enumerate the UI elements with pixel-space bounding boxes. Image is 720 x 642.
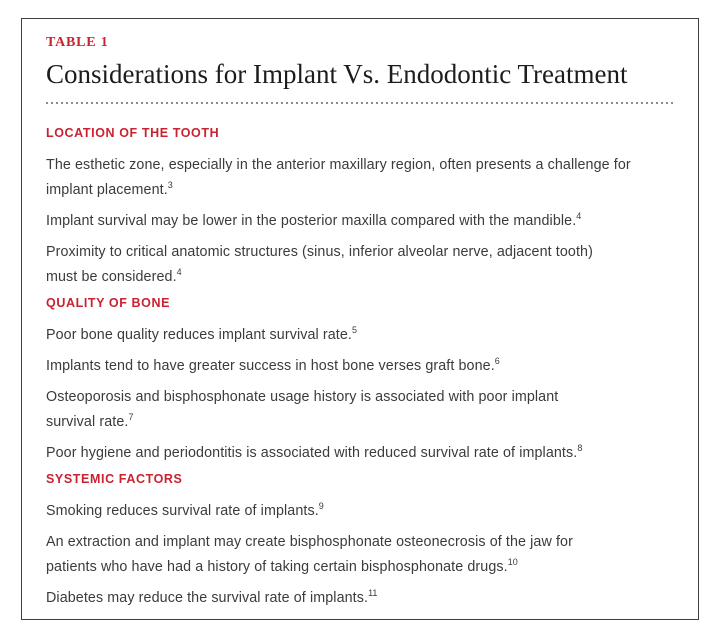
row-text: Implant survival may be lower in the posterior maxilla compared with the mandible. bbox=[46, 213, 577, 229]
table-row bbox=[46, 499, 674, 524]
table-row bbox=[46, 240, 626, 290]
table-row bbox=[46, 586, 674, 611]
table-row bbox=[46, 385, 596, 435]
table-panel bbox=[21, 18, 699, 620]
reference-superscript: 4 bbox=[176, 267, 182, 278]
dotted-divider bbox=[46, 102, 674, 104]
reference-superscript: 6 bbox=[494, 356, 500, 367]
table-row bbox=[46, 441, 674, 466]
reference-superscript: 7 bbox=[128, 412, 134, 423]
reference-superscript: 10 bbox=[507, 557, 518, 568]
table-label: TABLE 1 bbox=[46, 35, 109, 50]
table-row bbox=[46, 323, 674, 348]
row-text: Osteoporosis and bisphosphonate usage history is associated with poor implant survival rate. bbox=[46, 389, 559, 430]
section-heading-bone-quality: QUALITY OF BONE bbox=[46, 296, 171, 310]
page-title: Considerations for Implant Vs. Endodontic Treatment bbox=[46, 59, 628, 89]
reference-superscript: 4 bbox=[576, 211, 582, 222]
reference-superscript: 8 bbox=[577, 443, 583, 454]
row-text: The esthetic zone, especially in the anterior maxillary region, often presents a challenge for implant placement. bbox=[46, 157, 631, 198]
reference-superscript: 3 bbox=[167, 180, 173, 191]
table-row bbox=[46, 354, 674, 379]
table-row bbox=[46, 209, 674, 234]
reference-superscript: 11 bbox=[368, 588, 378, 599]
section-heading-location: LOCATION OF THE TOOTH bbox=[46, 126, 220, 140]
section-heading-systemic: SYSTEMIC FACTORS bbox=[46, 472, 183, 486]
table-row bbox=[46, 153, 658, 203]
row-text: Proximity to critical anatomic structures (sinus, inferior alveolar nerve, adjacent tooth) must be considered. bbox=[46, 244, 593, 285]
table-row bbox=[46, 530, 621, 580]
reference-superscript: 9 bbox=[318, 501, 324, 512]
row-text: An extraction and implant may create bisphosphonate osteonecrosis of the jaw for patients who have had a history of taking certain bisphosphonate drugs. bbox=[46, 534, 573, 575]
row-text: Poor bone quality reduces implant survival rate. bbox=[46, 327, 352, 343]
row-text: Implants tend to have greater success in host bone verses graft bone. bbox=[46, 358, 495, 374]
row-text: Poor hygiene and periodontitis is associated with reduced survival rate of implants. bbox=[46, 445, 578, 461]
row-text: Diabetes may reduce the survival rate of implants. bbox=[46, 590, 369, 606]
row-text: Smoking reduces survival rate of implants. bbox=[46, 503, 319, 519]
reference-superscript: 5 bbox=[351, 325, 357, 336]
